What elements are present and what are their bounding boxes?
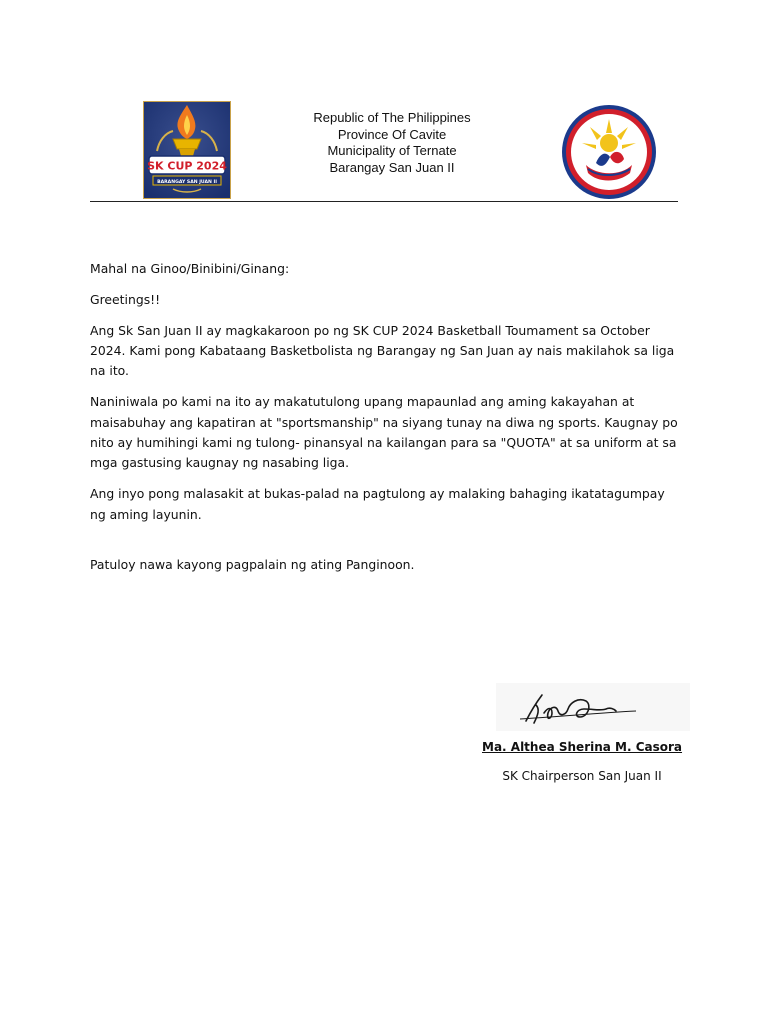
logo-title: SK CUP 2024	[147, 159, 227, 173]
letterhead-line-province: Province Of Cavite	[337, 126, 447, 142]
handwritten-signature	[496, 683, 690, 731]
sk-cup-logo	[143, 101, 231, 199]
greeting: Greetings!!	[90, 291, 161, 307]
letter-body	[90, 259, 680, 586]
signer-title: SK Chairperson San Juan II	[502, 769, 662, 783]
closing-blessing: Patuloy nawa kayong pagpalain ng ating Panginoon.	[90, 557, 415, 573]
logo-subtitle: BARANGAY SAN JUAN II	[157, 180, 217, 185]
header-divider	[90, 201, 678, 202]
letterhead-line-municipality: Municipality of Ternate	[327, 143, 457, 159]
paragraph-tournament: Ang Sk San Juan II ay magkakaroon po ng SK CUP 2024 Basketball Toumament sa October 2024. Kami pong Kabataang Basketbolista ng Barangay ng San Juan ay nais makilahok sa liga na ito.	[90, 322, 675, 379]
paragraph-appreciation: Ang inyo pong malasakit at bukas-palad na pagtulong ay malaking bahaging ikatatagumpay ng aming layunin.	[90, 486, 665, 522]
paragraph-request: Naniniwala po kami na ito ay makatutulong upang mapaunlad ang aming kakayahan at maisabuhay ang kapatiran at "sportsmanship" na siyang tunay na diwa ng sports. Kaugnay po nito ay humihingi kami ng tulong- pinansyal na kailangan para sa "QUOTA" at sa uniform at sa mga gastusing kaugnay ng nasabing liga.	[90, 394, 678, 471]
letterhead-line-country: Republic of The Philippines	[313, 110, 471, 125]
letterhead-line-barangay: Barangay San Juan II	[329, 159, 455, 175]
salutation: Mahal na Ginoo/Binibini/Ginang:	[90, 261, 290, 276]
letterhead-address	[292, 110, 492, 176]
signer-name: Ma. Althea Sherina M. Casora	[482, 740, 683, 754]
sk-san-juan-seal-icon	[560, 103, 658, 201]
